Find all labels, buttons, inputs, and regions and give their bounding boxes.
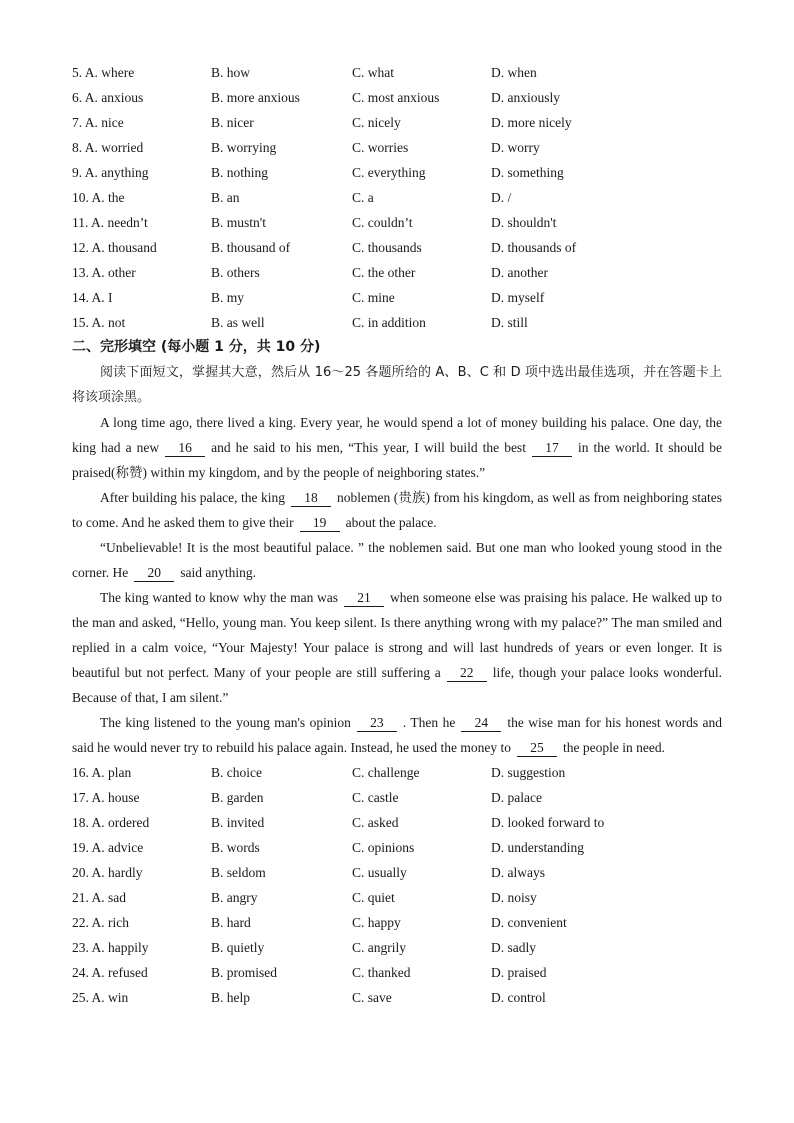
option-row	[72, 60, 732, 85]
blank-18: 18	[291, 490, 331, 507]
option-row	[72, 810, 732, 835]
option-a: 5. A. where	[72, 65, 135, 80]
option-b: B. hard	[211, 915, 251, 930]
option-row	[72, 935, 732, 960]
option-row	[72, 985, 732, 1010]
option-d: D. convenient	[491, 915, 567, 930]
option-c: C. thousands	[352, 240, 422, 255]
option-d: D. another	[491, 265, 548, 280]
option-row	[72, 835, 732, 860]
option-c: C. asked	[352, 815, 399, 830]
option-a: 13. A. other	[72, 265, 136, 280]
option-row	[72, 960, 732, 985]
option-a: 9. A. anything	[72, 165, 149, 180]
option-b: B. words	[211, 840, 260, 855]
option-c: C. challenge	[352, 765, 420, 780]
option-a: 11. A. needn’t	[72, 215, 148, 230]
option-d: D. noisy	[491, 890, 537, 905]
option-b: B. mustn't	[211, 215, 266, 230]
option-row	[72, 885, 732, 910]
option-d: D. control	[491, 990, 546, 1005]
option-b: B. as well	[211, 315, 265, 330]
option-row	[72, 285, 732, 310]
option-row	[72, 785, 732, 810]
option-a: 23. A. happily	[72, 940, 149, 955]
option-b: B. more anxious	[211, 90, 300, 105]
option-b: B. quietly	[211, 940, 265, 955]
option-c: C. nicely	[352, 115, 401, 130]
option-c: C. quiet	[352, 890, 395, 905]
blank-24: 24	[461, 715, 501, 732]
question-options-16-25	[72, 760, 732, 1010]
option-d: D. always	[491, 865, 545, 880]
option-d: D. anxiously	[491, 90, 560, 105]
option-b: B. nothing	[211, 165, 269, 180]
option-d: D. something	[491, 165, 564, 180]
option-row	[72, 310, 732, 335]
option-c: C. what	[352, 65, 394, 80]
option-a: 15. A. not	[72, 315, 126, 330]
option-a: 7. A. nice	[72, 115, 124, 130]
option-d: D. when	[491, 65, 537, 80]
option-a: 21. A. sad	[72, 890, 126, 905]
option-row	[72, 210, 732, 235]
blank-25: 25	[517, 740, 557, 757]
option-d: D. looked forward to	[491, 815, 605, 830]
option-d: D. suggestion	[491, 765, 566, 780]
option-a: 22. A. rich	[72, 915, 129, 930]
option-c: C. in addition	[352, 315, 426, 330]
option-a: 25. A. win	[72, 990, 129, 1005]
option-b: B. angry	[211, 890, 258, 905]
blank-20: 20	[134, 565, 174, 582]
option-c: C. most anxious	[352, 90, 440, 105]
option-d: D. shouldn't	[491, 215, 557, 230]
blank-22: 22	[447, 665, 487, 682]
option-row	[72, 760, 732, 785]
option-a: 12. A. thousand	[72, 240, 157, 255]
option-a: 17. A. house	[72, 790, 140, 805]
option-d: D. myself	[491, 290, 545, 305]
option-d: D. still	[491, 315, 528, 330]
option-c: C. angrily	[352, 940, 406, 955]
option-b: B. my	[211, 290, 245, 305]
blank-17: 17	[532, 440, 572, 457]
option-c: C. happy	[352, 915, 401, 930]
blank-21: 21	[344, 590, 384, 607]
option-c: C. castle	[352, 790, 399, 805]
option-d: D. praised	[491, 965, 547, 980]
option-row	[72, 160, 732, 185]
section-instructions: 阅读下面短文，掌握其大意，然后从 16～25 各题所给的 A、B、C 和 D 项中选出最佳选项，并在答题卡上将该项涂黑。	[72, 365, 722, 405]
option-row	[72, 135, 732, 160]
option-a: 19. A. advice	[72, 840, 144, 855]
option-a: 18. A. ordered	[72, 815, 150, 830]
option-a: 20. A. hardly	[72, 865, 143, 880]
option-b: B. thousand of	[211, 240, 291, 255]
passage-paragraph-5: The king listened to the young man's opinion 23 . Then he 24 the wise man for his honest words and said he would never try to rebuild his palace again. Instead, he used the money to 25 the people in need.	[72, 715, 722, 755]
option-row	[72, 85, 732, 110]
option-row	[72, 860, 732, 885]
option-a: 6. A. anxious	[72, 90, 144, 105]
option-a: 16. A. plan	[72, 765, 132, 780]
option-d: D. thousands of	[491, 240, 577, 255]
option-c: C. worries	[352, 140, 409, 155]
option-c: C. usually	[352, 865, 407, 880]
option-row	[72, 185, 732, 210]
passage-paragraph-2: After building his palace, the king 18 noblemen (贵族) from his kingdom, as well as from neighboring states to come. And he asked them to give their 19 about the palace.	[72, 490, 723, 530]
option-a: 8. A. worried	[72, 140, 144, 155]
option-c: C. save	[352, 990, 392, 1005]
option-a: 10. A. the	[72, 190, 125, 205]
option-b: B. help	[211, 990, 250, 1005]
option-d: D. more nicely	[491, 115, 572, 130]
passage-paragraph-4: The king wanted to know why the man was 21 when someone else was praising his palace. He walked up to the man and asked, “Hello, young man. You keep silent. Is there anything wrong with my palace?” The man smiled and replied in a calm voice, “Your Majesty! Your palace is strong and will last hundreds of years or even longer. It is beautiful but not perfect. Many of your people are still suffering a 22 life, though your palace looks wonderful. Because of that, I am silent.”	[72, 590, 722, 705]
option-c: C. mine	[352, 290, 395, 305]
option-d: D. /	[491, 190, 512, 205]
passage-paragraph-1: A long time ago, there lived a king. Every year, he would spend a lot of money building his palace. One day, the king had a new 16 and he said to his men, “This year, I will build the best 17 in the world. It should be praised(称赞) within my kingdom, and by the people of neighboring states.”	[72, 415, 722, 480]
section-heading: 二、完形填空 (每小题 1 分，共 10 分)	[72, 339, 321, 355]
option-c: C. opinions	[352, 840, 415, 855]
option-b: B. garden	[211, 790, 264, 805]
option-c: C. the other	[352, 265, 416, 280]
option-b: B. promised	[211, 965, 277, 980]
option-b: B. others	[211, 265, 260, 280]
option-d: D. sadly	[491, 940, 536, 955]
blank-19: 19	[300, 515, 340, 532]
option-a: 14. A. I	[72, 290, 113, 305]
option-b: B. an	[211, 190, 240, 205]
option-row	[72, 260, 732, 285]
question-options-5-15	[72, 60, 732, 335]
option-d: D. worry	[491, 140, 540, 155]
blank-23: 23	[357, 715, 397, 732]
option-b: B. invited	[211, 815, 265, 830]
blank-16: 16	[165, 440, 205, 457]
option-c: C. everything	[352, 165, 426, 180]
option-a: 24. A. refused	[72, 965, 148, 980]
option-d: D. understanding	[491, 840, 584, 855]
option-b: B. seldom	[211, 865, 266, 880]
option-d: D. palace	[491, 790, 542, 805]
option-row	[72, 910, 732, 935]
passage-paragraph-3: “Unbelievable! It is the most beautiful palace. ” the noblemen said. But one man who looked young stood in the corner. He 20 said anything.	[72, 540, 722, 580]
option-row	[72, 110, 732, 135]
option-b: B. nicer	[211, 115, 254, 130]
option-c: C. a	[352, 190, 374, 205]
option-b: B. worrying	[211, 140, 277, 155]
cloze-passage	[72, 410, 722, 760]
option-row	[72, 235, 732, 260]
option-b: B. choice	[211, 765, 262, 780]
option-c: C. thanked	[352, 965, 411, 980]
option-b: B. how	[211, 65, 251, 80]
option-c: C. couldn’t	[352, 215, 413, 230]
